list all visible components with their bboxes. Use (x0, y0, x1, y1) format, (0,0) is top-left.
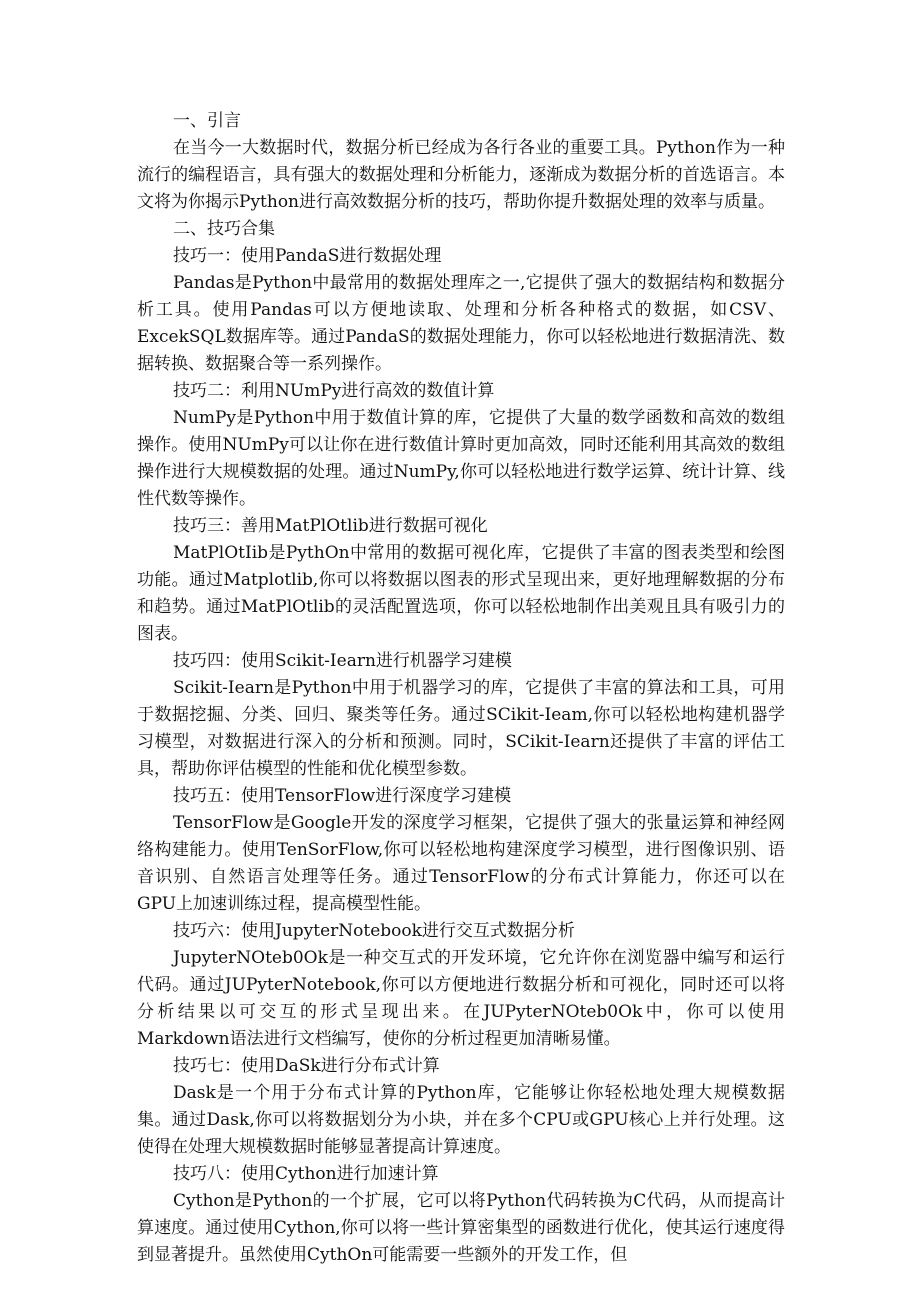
tip-2-body: NumPy是Python中用于数值计算的库，它提供了大量的数学函数和高效的数组操作。使用NUmPy可以让你在进行数值计算时更加高效，同时还能利用其高效的数组操作进行大规模数据的处理。通过NumPy,你可以轻松地进行数学运算、统计计算、线性代数等操作。 (137, 408, 785, 509)
document-page (137, 108, 785, 1269)
tip-7-title: 技巧七：使用DaSk进行分布式计算 (173, 1056, 440, 1076)
tip-8-title: 技巧八：使用Cython进行加速计算 (173, 1164, 439, 1184)
tip-6-body: JupyterNOteb0Ok是一种交互式的开发环境，它允许你在浏览器中编写和运行代码。通过JUPyterNotebook,你可以方便地进行数据分析和可视化，同时还可以将分析结果以可交互的形式呈现出来。在JUPyterNOteb0Ok中，你可以使用Markdown语法进行文档编写，使你的分析过程更加清晰易懂。 (137, 948, 785, 1049)
tip-3-title: 技巧三：善用MatPlOtlib进行数据可视化 (173, 516, 488, 536)
section2-heading: 二、技巧合集 (173, 219, 275, 239)
tip-5-title: 技巧五：使用TensorFlow进行深度学习建模 (173, 786, 512, 806)
tip-4-title: 技巧四：使用Scikit-Iearn进行机器学习建模 (173, 651, 512, 671)
tip-8-body: Cython是Python的一个扩展，它可以将Python代码转换为C代码，从而提高计算速度。通过使用Cython,你可以将一些计算密集型的函数进行优化，使其运行速度得到显著提升。虽然使用CythOn可能需要一些额外的开发工作，但 (137, 1191, 785, 1265)
intro-paragraph: 在当今一大数据时代，数据分析已经成为各行各业的重要工具。Python作为一种流行的编程语言，具有强大的数据处理和分析能力，逐渐成为数据分析的首选语言。本文将为你揭示Python进行高效数据分析的技巧，帮助你提升数据处理的效率与质量。 (137, 138, 785, 212)
intro-heading: 一、引言 (173, 111, 241, 131)
tip-1-title: 技巧一：使用PandaS进行数据处理 (173, 246, 442, 266)
tip-2-title: 技巧二：利用NUmPy进行高效的数值计算 (173, 381, 495, 401)
tip-5-body: TensorFlow是Google开发的深度学习框架，它提供了强大的张量运算和神经网络构建能力。使用TenSorFlow,你可以轻松地构建深度学习模型，进行图像识别、语音识别、自然语言处理等任务。通过TensorFlow的分布式计算能力，你还可以在GPU上加速训练过程，提高模型性能。 (137, 813, 785, 914)
tip-7-body: Dask是一个用于分布式计算的Python库，它能够让你轻松地处理大规模数据集。通过Dask,你可以将数据划分为小块，并在多个CPU或GPU核心上并行处理。这使得在处理大规模数据时能够显著提高计算速度。 (137, 1083, 785, 1157)
tip-4-body: Scikit-Iearn是Python中用于机器学习的库，它提供了丰富的算法和工具，可用于数据挖掘、分类、回归、聚类等任务。通过SCikit-Ieam,你可以轻松地构建机器学习模型，对数据进行深入的分析和预测。同时，SCikit-Iearn还提供了丰富的评估工具，帮助你评估模型的性能和优化模型参数。 (137, 678, 785, 779)
tip-6-title: 技巧六：使用JupyterNotebook进行交互式数据分析 (173, 921, 575, 941)
tip-1-body: Pandas是Python中最常用的数据处理库之一,它提供了强大的数据结构和数据分析工具。使用Pandas可以方便地读取、处理和分析各种格式的数据，如CSV、ExcekSQL数据库等。通过PandaS的数据处理能力，你可以轻松地进行数据清洗、数据转换、数据聚合等一系列操作。 (137, 273, 785, 374)
tip-3-body: MatPlOtIib是PythOn中常用的数据可视化库，它提供了丰富的图表类型和绘图功能。通过Matplotlib,你可以将数据以图表的形式呈现出来，更好地理解数据的分布和趋势。通过MatPlOtlib的灵活配置选项，你可以轻松地制作出美观且具有吸引力的图表。 (137, 543, 785, 644)
